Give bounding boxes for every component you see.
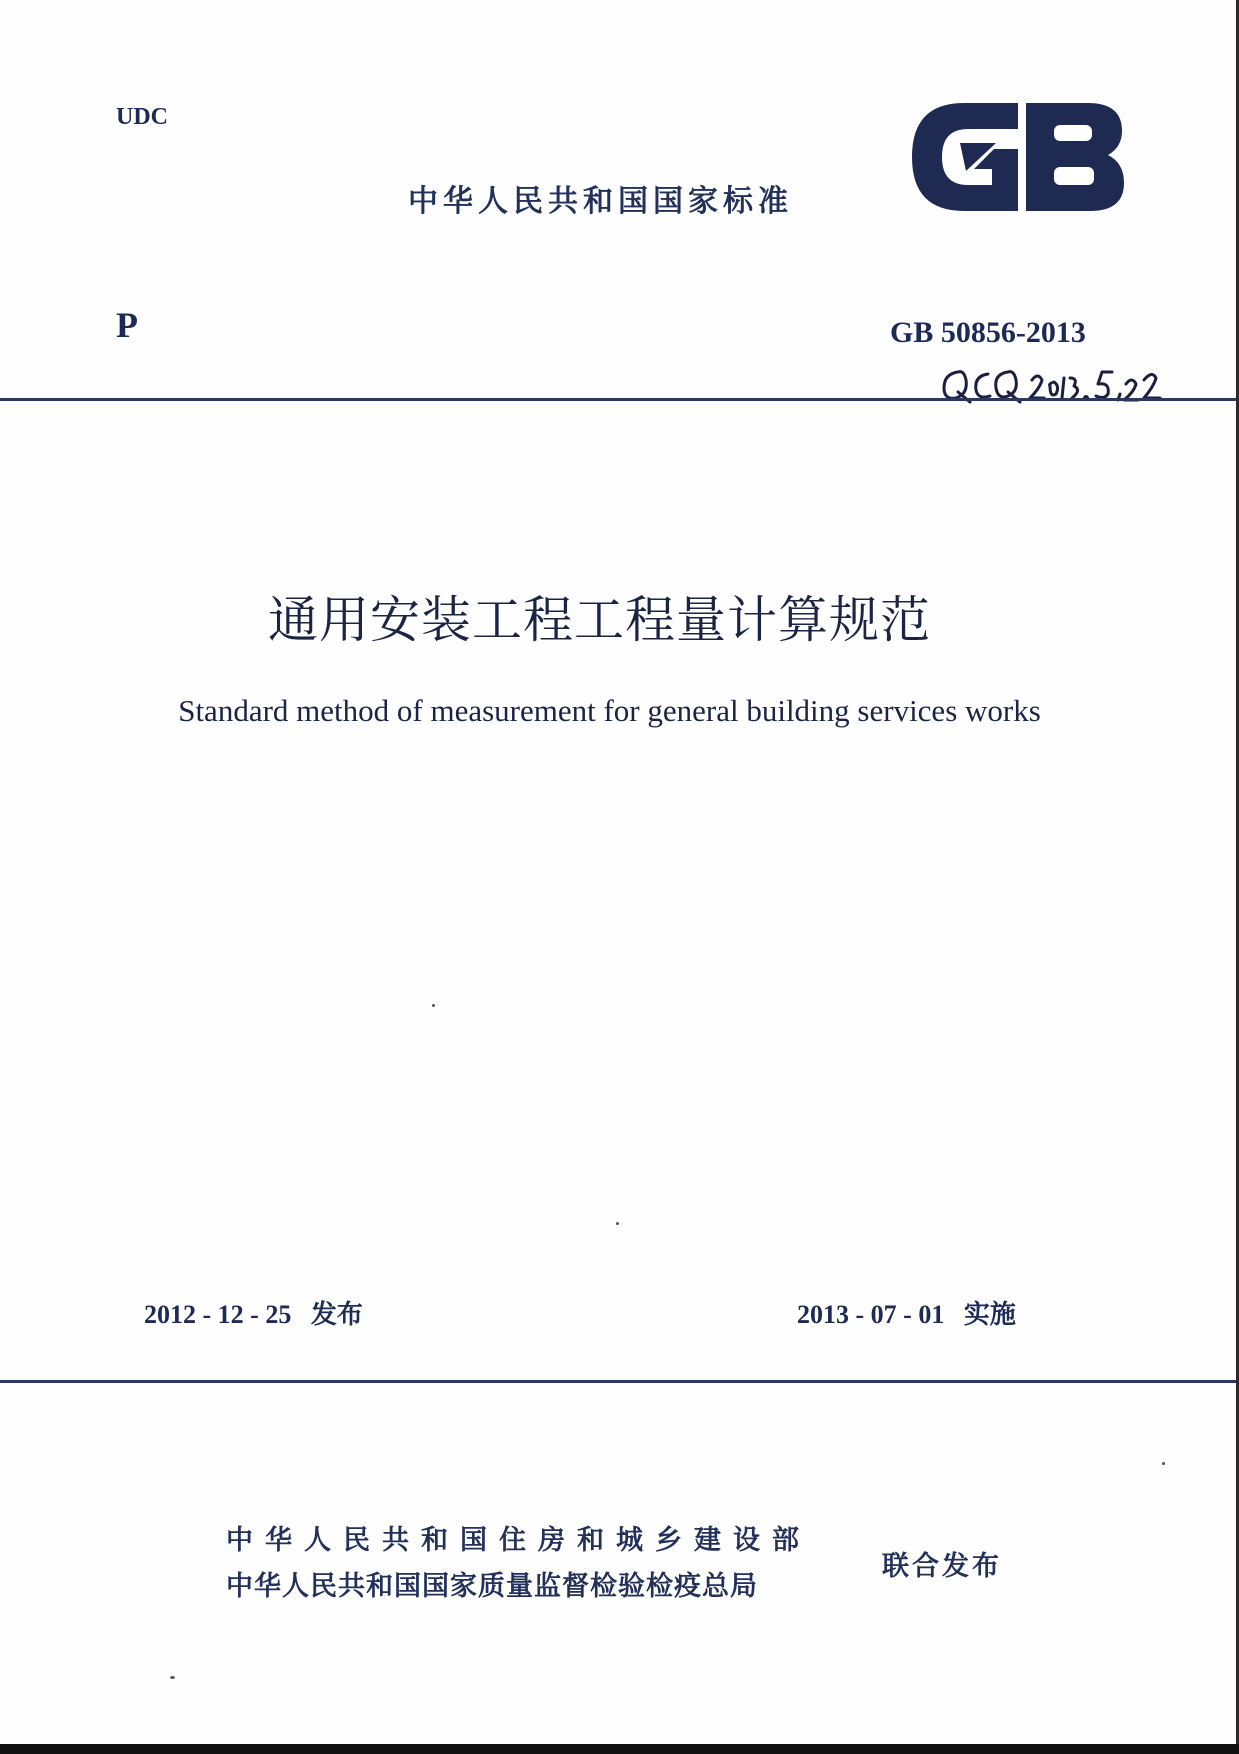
implement-label: 实施 [963,1300,1016,1330]
publish-date: 2012 - 12 - 25 [144,1300,292,1329]
top-divider [0,398,1239,401]
national-standard-heading: 中华人民共和国国家标准 [408,184,793,219]
implement-date: 2013 - 07 - 01 [797,1300,945,1329]
joint-publish-label: 联合发布 [882,1551,1002,1582]
publish-label: 发布 [310,1300,363,1330]
standard-code: GB 50856-2013 [890,316,1086,349]
bottom-divider [0,1380,1239,1383]
issuers-block [226,1518,811,1610]
scan-bottom-edge [0,1744,1239,1754]
gb-logo-icon [908,99,1126,215]
udc-label: UDC [116,104,168,130]
classification-letter: P [116,305,138,345]
scan-speck [432,1004,435,1007]
issuer-ministry-housing: 中华人民共和国住房和城乡建设部 [226,1525,811,1556]
issuer-quality-administration: 中华人民共和国国家质量监督检验检疫总局 [226,1571,758,1602]
scan-speck [616,1222,619,1225]
scan-speck [1162,1462,1165,1465]
handwritten-note-icon [940,364,1170,408]
implement-date-line [797,1294,1016,1331]
title-chinese: 通用安装工程工程量计算规范 [268,591,931,649]
publish-date-line [144,1294,363,1331]
scan-speck [170,1676,175,1679]
title-english: Standard method of measurement for general building services works [178,693,1041,728]
